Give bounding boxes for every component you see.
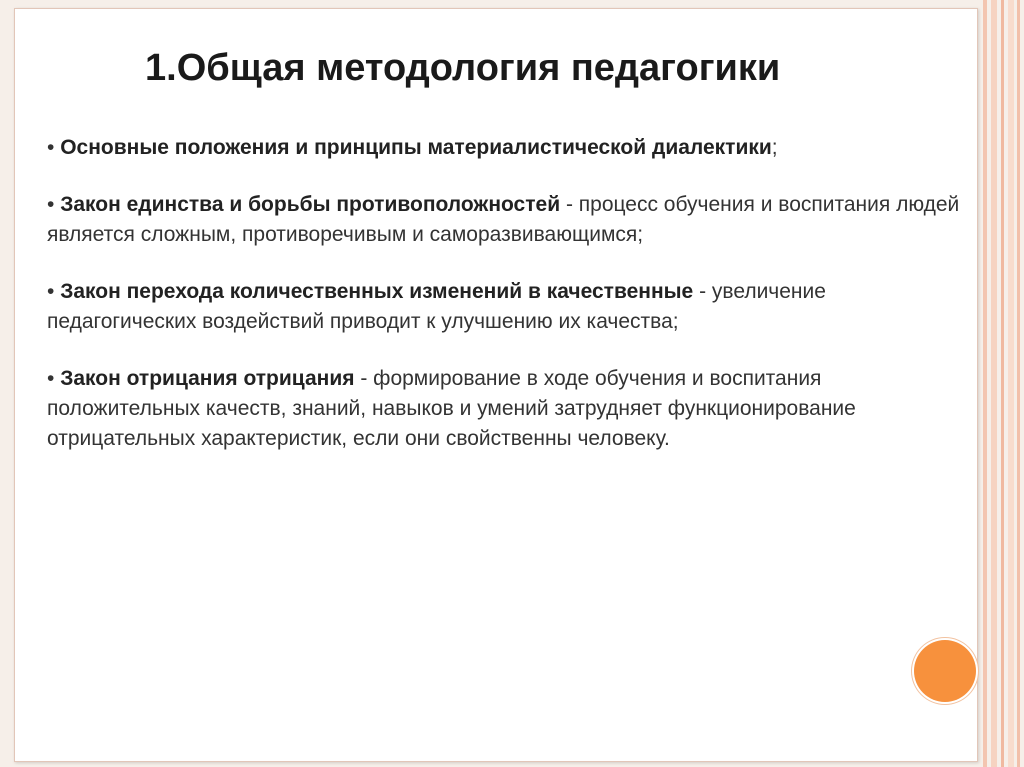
bullet-marker: • bbox=[47, 367, 55, 390]
decorative-stripe bbox=[1008, 0, 1014, 767]
bullet-text: - процесс обучения и воспитания людей является сложным, противоречивым и саморазвивающимся; bbox=[47, 193, 960, 246]
bullet-item bbox=[47, 277, 972, 337]
bullet-item bbox=[47, 190, 972, 250]
bullet-marker: • bbox=[47, 193, 55, 216]
decorative-stripe bbox=[1017, 0, 1020, 767]
bullet-item bbox=[47, 364, 972, 454]
decorative-stripe bbox=[991, 0, 997, 767]
bullet-text: ; bbox=[771, 136, 778, 159]
bullet-marker: • bbox=[47, 280, 55, 303]
slide-title: 1.Общая методология педагогики bbox=[145, 47, 781, 89]
bullet-heading: Закон отрицания отрицания bbox=[60, 367, 355, 390]
bullet-text: - увеличение педагогических воздействий приводит к улучшению их качества; bbox=[47, 280, 826, 333]
slide-content bbox=[47, 133, 972, 481]
bullet-marker: • bbox=[47, 136, 55, 159]
bullet-heading: Основные положения и принципы материалистической диалектики bbox=[60, 136, 772, 159]
decorative-stripe bbox=[983, 0, 987, 767]
decorative-stripe bbox=[1001, 0, 1004, 767]
bullet-heading: Закон единства и борьбы противоположностей bbox=[60, 193, 561, 216]
slide bbox=[14, 8, 978, 762]
bullet-item bbox=[47, 133, 972, 163]
bullet-heading: Закон перехода количественных изменений в качественные bbox=[60, 280, 694, 303]
decorative-circle bbox=[914, 640, 976, 702]
bullet-text: - формирование в ходе обучения и воспитания положительных качеств, знаний, навыков и умений затрудняет функционирование отрицательных характеристик, если они свойственны человеку. bbox=[47, 367, 856, 450]
